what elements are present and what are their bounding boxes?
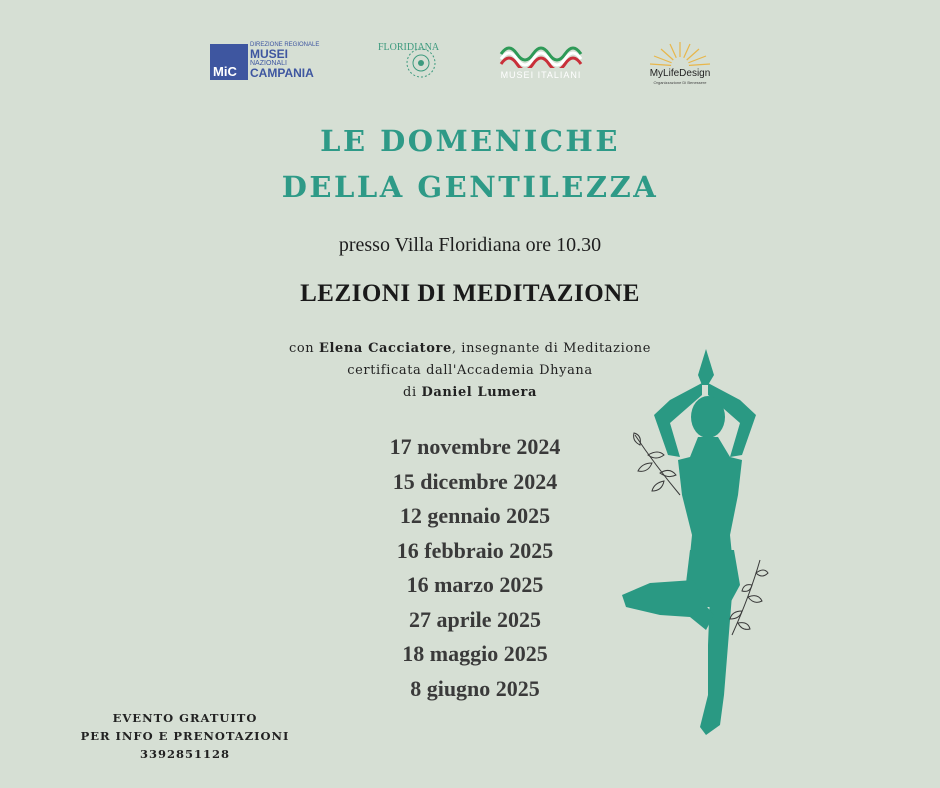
teacher-of: di bbox=[403, 385, 417, 400]
teacher-role: , insegnante di Meditazione bbox=[451, 341, 652, 356]
yoga-pose-figure-icon bbox=[610, 345, 780, 745]
date-item: 16 febbraio 2025 bbox=[396, 537, 554, 563]
mic-line1: DIREZIONE REGIONALE bbox=[250, 42, 320, 48]
floridiana-ornament-icon bbox=[404, 46, 438, 80]
mylifedesign-sub: Organizzazione Di Benessere bbox=[653, 80, 707, 85]
mic-line2: MUSEI bbox=[250, 47, 289, 61]
date-item: 16 marzo 2025 bbox=[406, 572, 544, 597]
date-item: 15 dicembre 2024 bbox=[392, 468, 558, 494]
musei-italiani-text: MUSEI ITALIANI bbox=[500, 70, 582, 80]
date-item: 8 giugno 2025 bbox=[410, 675, 540, 701]
teacher-name: Elena Cacciatore bbox=[318, 341, 452, 356]
title-line2: DELLA GENTILEZZA bbox=[281, 170, 659, 204]
date-item: 12 gennaio 2025 bbox=[399, 503, 551, 528]
musei-italiani-logo bbox=[495, 40, 587, 84]
venue-text: presso Villa Floridiana ore 10.30 bbox=[338, 234, 602, 256]
info-free-event: EVENTO GRATUITO bbox=[112, 711, 258, 725]
mylifedesign-logo bbox=[640, 38, 720, 86]
info-booking: PER INFO E PRENOTAZIONI bbox=[80, 729, 290, 743]
date-item: 17 novembre 2024 bbox=[389, 434, 561, 459]
dates-list bbox=[320, 430, 630, 706]
date-item: 18 maggio 2025 bbox=[402, 641, 548, 666]
lesson-heading: LEZIONI DI MEDITAZIONE bbox=[300, 280, 640, 307]
teacher-prefix: con bbox=[288, 341, 315, 356]
mylifedesign-name: MyLifeDesign bbox=[649, 68, 711, 79]
mic-line4: CAMPANIA bbox=[250, 66, 314, 80]
floridiana-logo-text: FLORIDIANA bbox=[378, 42, 440, 53]
mic-logo bbox=[210, 42, 330, 84]
info-phone: 3392851128 bbox=[139, 747, 231, 761]
teacher-founder: Daniel Lumera bbox=[421, 385, 537, 400]
title-line1: LE DOMENICHE bbox=[320, 124, 620, 158]
mic-badge: MiC bbox=[210, 44, 248, 80]
info-block bbox=[60, 709, 310, 763]
musei-italiani-wave-icon bbox=[495, 40, 587, 68]
date-item: 27 aprile 2025 bbox=[409, 606, 541, 632]
teacher-cert: certificata dall'Accademia Dhyana bbox=[347, 363, 593, 378]
sunrise-icon bbox=[640, 38, 720, 68]
floridiana-logo bbox=[378, 42, 442, 84]
mic-line3: NAZIONALI bbox=[250, 60, 287, 67]
